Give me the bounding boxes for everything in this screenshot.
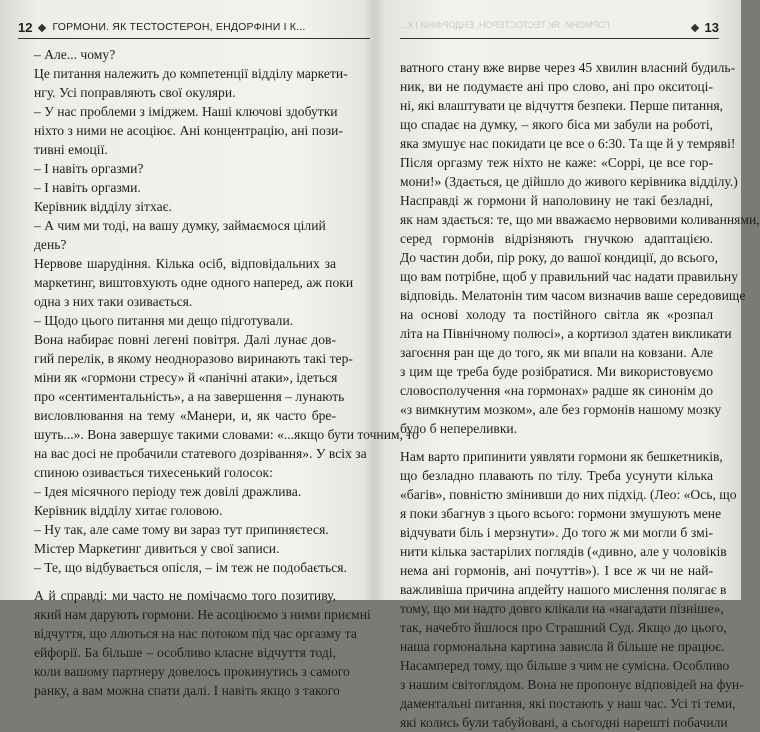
text-line: про «сентиментальність», а на завершення – лунають (34, 389, 345, 404)
text-line: що безладно плавають по тілу. Треба усунути кілька (400, 468, 713, 483)
left-page-number: 12 (18, 20, 33, 35)
text-line: словосполучення «на гормонах» радше як синонім до (400, 383, 713, 398)
text-line: нема ані гормонів, ані почуттів»). І все ж чи не най- (400, 563, 713, 578)
text-line: ніхто з ними не асоціює. Ані концентрацію, ані пози- (34, 123, 343, 138)
text-line: – Але... чому? (34, 47, 116, 62)
text-line: день? (34, 237, 67, 252)
text-line: тивні емоції. (34, 142, 108, 157)
left-running-header (18, 20, 370, 39)
text-line: «з вимкнутим мозком», але без гормонів нашому мозку (400, 402, 722, 417)
text-line: Керівник відділу хитає головою. (34, 503, 223, 518)
text-line: ник, ви не подумаєте ані про слово, ані про окситоці- (400, 79, 713, 94)
text-line: нгу. Усі поправляють свої окуляри. (34, 85, 236, 100)
text-line: «багів», повністю змінивши до них підхід. (Лео: «Ось, що (400, 487, 737, 502)
text-line: ні, які влаштувати це відчуття безпеки. Перше питання, (400, 98, 724, 113)
text-line: з нашим світоглядом. Вона не пропонує відповідей на фун- (400, 677, 744, 692)
text-line: – А чим ми тоді, на вашу думку, займаємося цілий (34, 218, 326, 233)
text-line: мони!» (Здається, це дійшло до живого керівника відділу.) (400, 174, 738, 189)
text-line: – Те, що відбувається опісля, – ім теж не подобається. (34, 560, 347, 575)
right-page (372, 0, 760, 730)
diamond-ornament-icon (690, 24, 698, 32)
text-line: спиною озивається тихесенький голосок: (34, 465, 273, 480)
text-line: який нам дарують гормони. Не асоціюємо з ними приємні (34, 607, 371, 622)
text-line: на основі холоду та постійного світла як «розпал (400, 307, 713, 322)
text-line: які колись були табуйовані, а сьогодні нарешті побачили (400, 715, 728, 730)
text-line: маркетинг, виштовхують одне одного наперед, аж поки (34, 275, 354, 290)
text-line: ватного стану вже вирве через 45 хвилин власний будиль- (400, 60, 736, 75)
text-line: відповідь. Мелатонін тим часом визначив ваше середовище (400, 288, 746, 303)
text-line: Нервове шарудіння. Кілька осіб, відповідальних за (34, 256, 336, 271)
text-line: тому, що ми надто довго клікали на «нагадати пізніше», (400, 601, 724, 616)
text-line: ейфорії. Ба більше – особливо класне відчуття тоді, (34, 645, 336, 660)
text-line: А й справді: ми часто не помічаємо того позитиву, (34, 588, 336, 603)
text-line: з цим ще треба буде розібратися. Ми використовуємо (400, 364, 713, 379)
text-line: – У нас проблеми з іміджем. Наші ключові здобутки (34, 104, 338, 119)
text-line: Це питання належить до компетенції відділу маркети- (34, 66, 348, 81)
text-line: на вас досі не пробачили статевого дозрівання». У всіх за (34, 446, 367, 461)
text-line: Насамперед тому, що більше з чим не сумісна. Особливо (400, 658, 730, 673)
text-line: як нам здається: те, що ми вважаємо нервовими коливаннями, (400, 212, 760, 227)
text-line: Керівник відділу зітхає. (34, 199, 172, 214)
text-line: висловлювання на тему «Манери, и, як часто бре- (34, 408, 336, 423)
text-line: літа на Північному полюсі», а кортизол здатен викликати (400, 326, 732, 341)
text-line: Нам варто припинити уявляти гормони як бешкетників, (400, 449, 723, 464)
right-page-text (400, 58, 760, 732)
right-page-number: 13 (704, 20, 719, 35)
text-line: загоєння ран ще до того, як ми впали на ковзани. Але (400, 345, 713, 360)
paragraph-gap (34, 577, 336, 586)
text-line: важливіша причина апдейту нашого мислення полягає в (400, 582, 727, 597)
text-line: серед гормонів відрізняють гнучкою адаптацією. (400, 231, 713, 246)
text-line: я поки збагнув з цього всього: гормони змушують мене (400, 506, 722, 521)
text-line: – І навіть оргазми? (34, 161, 144, 176)
text-line: гий перелік, в якому неодноразово виринають такі тер- (34, 351, 353, 366)
text-line: що вам потрібне, щоб у правильний час надати правильну (400, 269, 738, 284)
text-line: – Ідея місячного періоду теж довілі дражлива. (34, 484, 302, 499)
text-line: було б непереливки. (400, 421, 518, 436)
text-line: Після оргазму теж ніхто не каже: «Соррі, це все гор- (400, 155, 713, 170)
text-line: нити кілька застарілих поглядів («дивно, але у чоловіків (400, 544, 727, 559)
text-line: одна з них таки озивається. (34, 294, 193, 309)
text-line: даментальні питання, які постають у наш час. Усі ті теми, (400, 696, 736, 711)
left-header-title: ГОРМОНИ. ЯК ТЕСТОСТЕРОН, ЕНДОРФІНИ І К... (52, 21, 306, 33)
text-line: ранку, а вам можна спати далі. І навіть якщо з такого (34, 683, 340, 698)
text-line: коли вашому партнеру довелось прокинутись з самого (34, 664, 350, 679)
text-line: так, начебто йшлося про Страшний Суд. Якщо до цього, (400, 620, 727, 635)
text-line: відчуття, що ллються на нас потоком під час оргазму та (34, 626, 357, 641)
diamond-ornament-icon (38, 24, 46, 32)
paragraph-gap (400, 438, 713, 447)
text-line: міни як «гормони стресу» й «панічні атаки», ідеться (34, 370, 338, 385)
text-line: відчувати біль і мерзнути». До того ж ми могли б змі- (400, 525, 713, 540)
text-line: До частин доби, пір року, до вашої кондиції, до всього, (400, 250, 718, 265)
text-line: що спадає на думку, – якого біса ми забули на роботі, (400, 117, 713, 132)
text-line: яка змушує нас покидати це все о 6:30. Та ще й у темряві! (400, 136, 736, 151)
text-line: Насправді ж гормони й наполовину не такі безладні, (400, 193, 713, 208)
text-line: шуть...». Вона завершує такими словами: «...якщо бути точним, то (34, 427, 419, 442)
text-line: – Ну так, але саме тому ви зараз тут припиняєтеся. (34, 522, 329, 537)
text-line: наша гормональна картина зависла й більше не працює. (400, 639, 725, 654)
left-page-text (34, 45, 419, 700)
text-line: – І навіть оргазми. (34, 180, 141, 195)
right-running-header (400, 20, 719, 39)
bleed-through-header: ГОРМОНИ. ЯК ТЕСТОСТЕРОН, ЕНДОРФІНИ І К... (400, 20, 610, 30)
text-line: Вона набирає повні легені повітря. Далі лунає дов- (34, 332, 336, 347)
text-line: – Щодо цього питання ми дещо підготували. (34, 313, 294, 328)
text-line: Містер Маркетинг дивиться у свої записи. (34, 541, 280, 556)
